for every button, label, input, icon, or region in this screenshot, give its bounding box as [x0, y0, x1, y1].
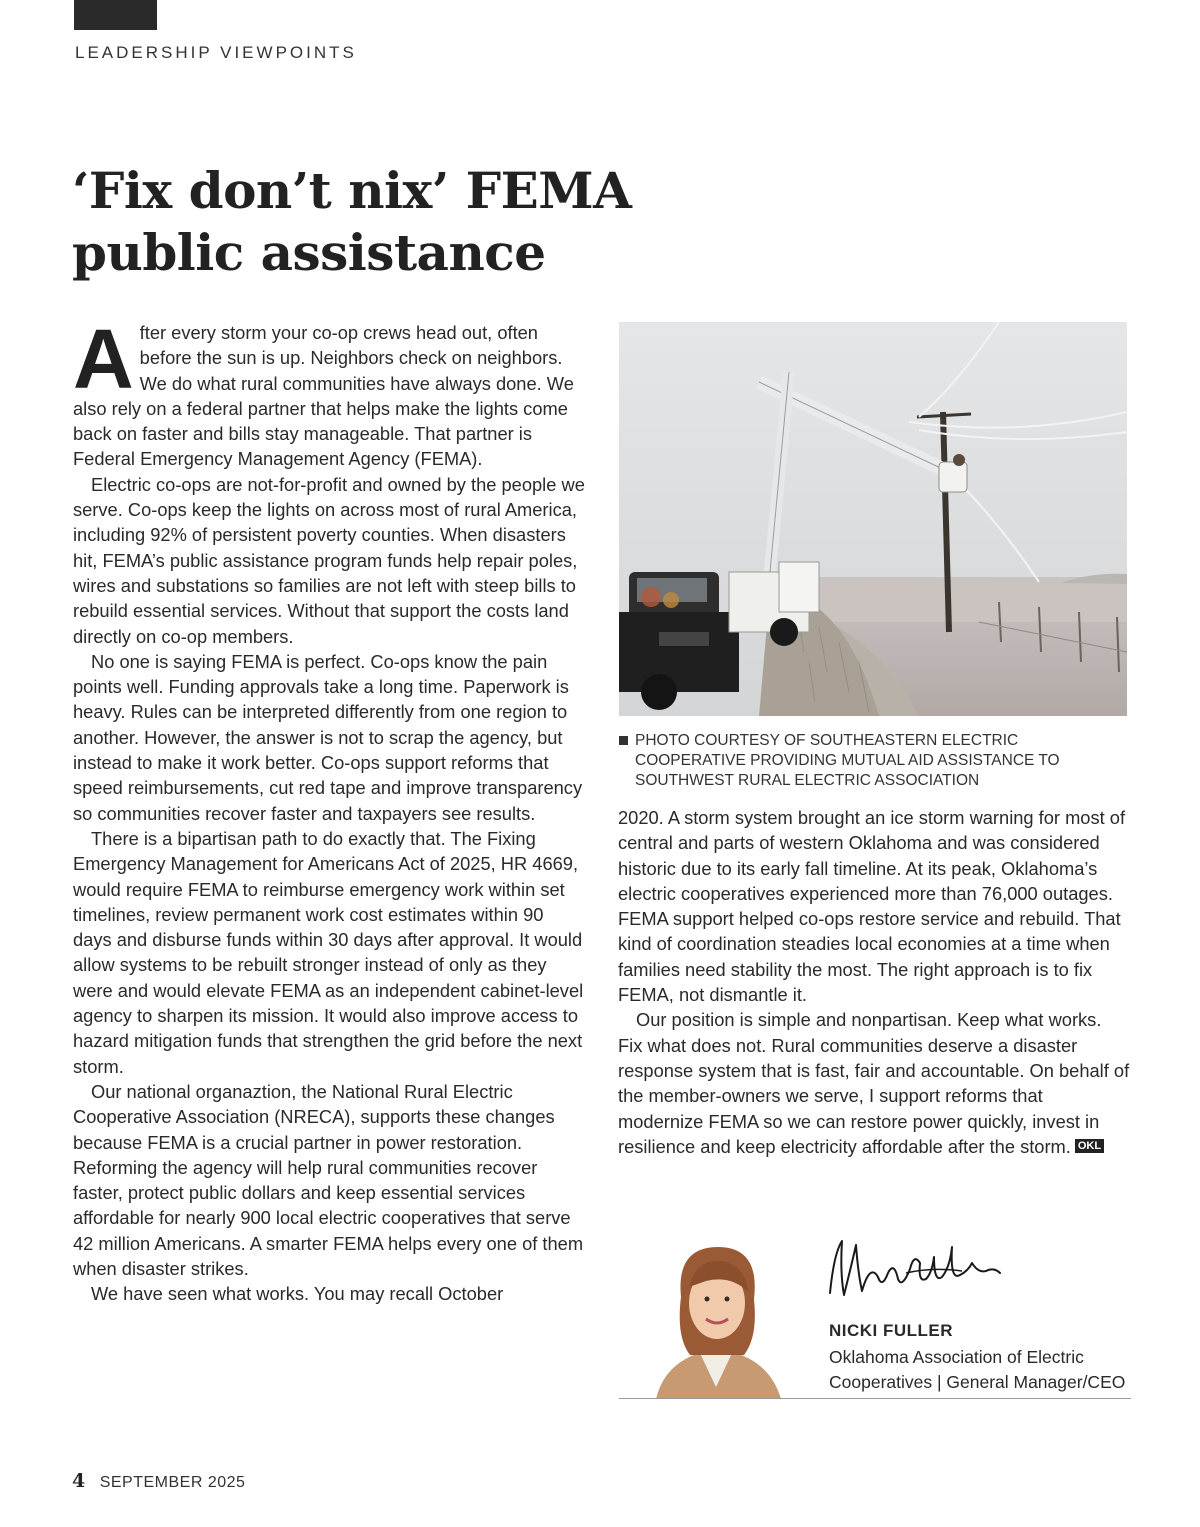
author-signature — [822, 1233, 1022, 1313]
paragraph-text: Our position is simple and nonpartisan. Keep what works. Fix what does not. Rural communities deserve a disaster response system that is fast, fair and accountable. On behalf of the member-owners we serve, I support reforms that modernize FEMA so we can restore power quickly, invest in resilience and keep electricity affordable after the storm. — [618, 1009, 1130, 1157]
article-paragraph — [618, 1007, 1130, 1159]
article-paragraph: Electric co-ops are not-for-profit and owned by the people we serve. Co-ops keep the lights on across most of rural America, including 92% of persistent poverty counties. When disasters hit, FEMA’s public assistance program funds help repair poles, wires and substations so families are not left with steep bills to rebuild essential services. Without that support the costs land directly on co-op members. — [73, 473, 585, 647]
article-paragraph: We have seen what works. You may recall October — [91, 1283, 504, 1305]
drop-cap: A — [73, 312, 134, 406]
end-mark-badge: OKL — [1075, 1139, 1104, 1153]
page-footer — [72, 1470, 245, 1492]
article-column-left — [73, 312, 585, 1307]
article-column-right — [618, 805, 1130, 1159]
caption-text: PHOTO COURTESY OF SOUTHEASTERN ELECTRIC COOPERATIVE PROVIDING MUTUAL AID ASSISTANCE TO SOUTHWEST RURAL ELECTRIC ASSOCIATION — [635, 732, 1060, 789]
page-number: 4 — [72, 1470, 86, 1492]
issue-date: SEPTEMBER 2025 — [99, 1474, 246, 1491]
header-bar — [74, 0, 157, 30]
author-title: Oklahoma Association of Electric Cooperatives | General Manager/CEO — [829, 1347, 1126, 1392]
section-label: LEADERSHIP VIEWPOINTS — [75, 43, 357, 62]
paragraph-text: fter every storm your co-op crews head out, often before the sun is up. Neighbors check on neighbors. We do what rural communities have always done. We also rely on a federal partner that helps make the lights come back on faster and bills stay manageable. That partner is Federal Emergency Management Agency (FEMA). — [73, 322, 574, 470]
article-paragraph: No one is saying FEMA is perfect. Co-ops know the pain points well. Funding approvals take a long time. Paperwork is heavy. Rules can be interpreted differently from one region to another. However, the answer is not to scrap the agency, but instead to make it work better. Co-ops support reforms that speed reimbursements, cut red tape and improve transparency so communities recover faster and taxpayers see results. — [73, 650, 583, 824]
headline: ‘Fix don’t nix’ FEMA public assistance — [72, 161, 632, 282]
photo-caption — [619, 731, 1119, 791]
author-divider — [619, 1398, 1131, 1399]
article-paragraph: 2020. A storm system brought an ice storm warning for most of central and parts of western Oklahoma and was considered historic due to its early fall timeline. At its peak, Oklahoma’s electric cooperatives experienced more than 76,000 outages. FEMA support helped co-ops restore service and rebuild. That kind of coordination steadies local economies at a time when families need stability the most. The right approach is to fix FEMA, not dismantle it. — [618, 807, 1126, 1006]
lineworker-photo — [619, 322, 1127, 716]
article-paragraph — [73, 312, 585, 472]
caption-bullet-icon — [619, 736, 628, 745]
author-name: NICKI FULLER — [829, 1321, 954, 1340]
article-paragraph: Our national organaztion, the National Rural Electric Cooperative Association (NRECA), supports these changes because FEMA is a crucial partner in power restoration. Reforming the agency will help rural communities recover faster, protect public dollars and keep essential services affordable for nearly 900 local electric cooperatives that serve 42 million Americans. A smarter FEMA helps every one of them when disaster strikes. — [73, 1080, 584, 1279]
article-paragraph: There is a bipartisan path to do exactly that. The Fixing Emergency Management for Americans Act of 2025, HR 4669, would require FEMA to reimburse emergency work within set timelines, review permanent work cost estimates within 90 days and disburse funds within 30 days after approval. It would allow systems to be rebuilt stronger instead of only as they were and would elevate FEMA as an independent cabinet-level agency to sharpen its mission. It would also improve access to hazard mitigation funds that strengthen the grid before the next storm. — [73, 827, 584, 1077]
author-portrait — [636, 1237, 798, 1399]
